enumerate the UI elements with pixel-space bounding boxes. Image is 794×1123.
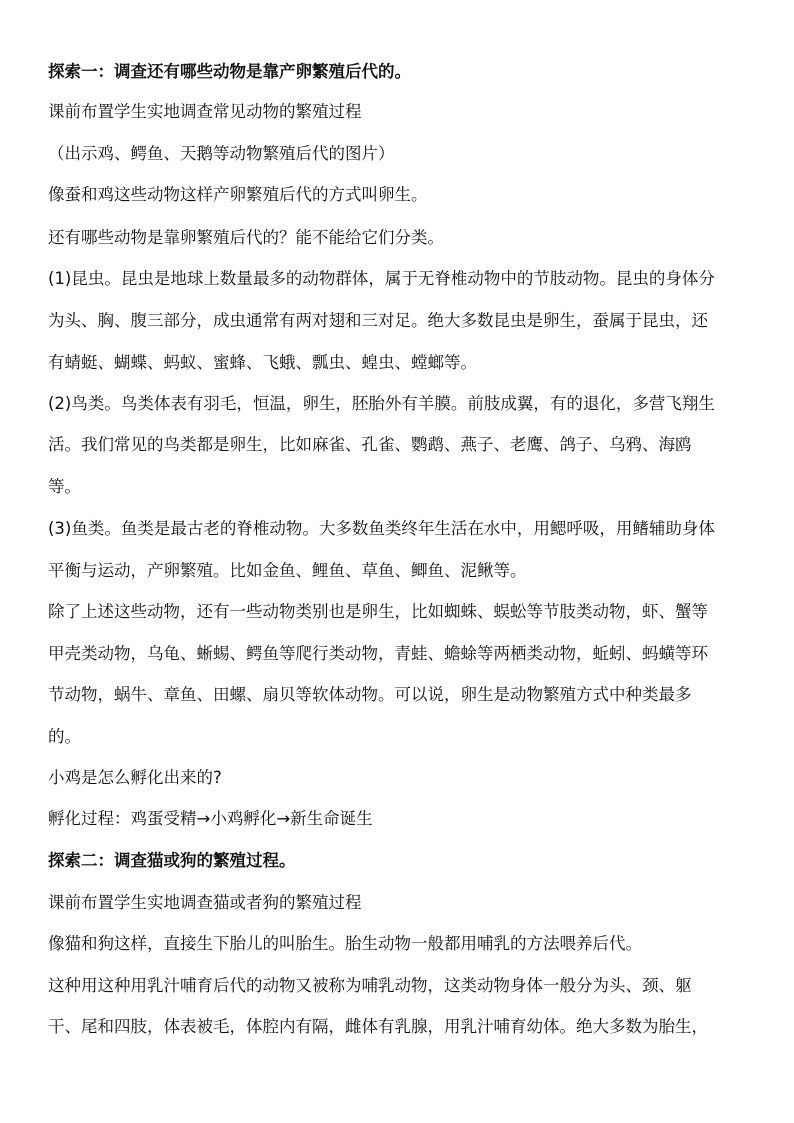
paragraph-line: 课前布置学生实地调查猫或者狗的繁殖过程 [48, 893, 362, 912]
paragraph-line: 甲壳类动物，乌龟、蜥蜴、鳄鱼等爬行类动物，青蛙、蟾蜍等两栖类动物，蚯蚓、蚂蟥等环 [48, 644, 708, 663]
paragraph-line: (1)昆虫。昆虫是地球上数量最多的动物群体，属于无脊椎动物中的节肢动物。昆虫的身体分 [48, 269, 715, 288]
paragraph-line: 等。 [48, 477, 81, 496]
paragraph-line: 为头、胸、腹三部分，成虫通常有两对翅和三对足。绝大多数昆虫是卵生，蚕属于昆虫，还 [48, 311, 708, 330]
paragraph-line: 有蜻蜓、蝴蝶、蚂蚁、蜜蜂、飞蛾、瓢虫、蝗虫、螳螂等。 [48, 353, 477, 372]
section1-heading: 探索一：调查还有哪些动物是靠产卵繁殖后代的。 [48, 62, 411, 81]
paragraph-line: 像猫和狗这样，直接生下胎儿的叫胎生。胎生动物一般都用哺乳的方法喂养后代。 [48, 934, 642, 953]
paragraph-line: 这种用这种用乳汁哺育后代的动物又被称为哺乳动物，这类动物身体一般分为头、颈、躯 [48, 976, 692, 995]
paragraph-line: 小鸡是怎么孵化出来的? [48, 768, 222, 787]
section2-heading: 探索二：调查猫或狗的繁殖过程。 [48, 851, 296, 870]
paragraph-line: 节动物，蜗牛、章鱼、田螺、扇贝等软体动物。可以说，卵生是动物繁殖方式中种类最多 [48, 685, 692, 704]
paragraph-line: 平衡与运动，产卵繁殖。比如金鱼、鲤鱼、草鱼、鲫鱼、泥鳅等。 [48, 561, 527, 580]
paragraph-line: 干、尾和四肢，体表被毛，体腔内有隔，雌体有乳腺，用乳汁哺育幼体。绝大多数为胎生， [48, 1017, 708, 1036]
paragraph-line: (2)鸟类。鸟类体表有羽毛，恒温，卵生，胚胎外有羊膜。前肢成翼，有的退化，多营飞翔生 [48, 394, 715, 413]
paragraph-line: （出示鸡、鳄鱼、天鹅等动物繁殖后代的图片） [48, 144, 395, 163]
paragraph-line: 孵化过程：鸡蛋受精→小鸡孵化→新生命诞生 [48, 809, 373, 828]
paragraph-line: 课前布置学生实地调查常见动物的繁殖过程 [48, 102, 362, 121]
paragraph-line: 像蚕和鸡这些动物这样产卵繁殖后代的方式叫卵生。 [48, 185, 428, 204]
paragraph-line: 还有哪些动物是靠卵繁殖后代的？能不能给它们分类。 [48, 228, 444, 247]
paragraph-line: 活。我们常见的鸟类都是卵生，比如麻雀、孔雀、鹦鹉、燕子、老鹰、鸽子、乌鸦、海鸥 [48, 435, 692, 454]
paragraph-line: 的。 [48, 727, 81, 746]
paragraph-line: 除了上述这些动物，还有一些动物类别也是卵生，比如蜘蛛、蜈蚣等节肢类动物，虾、蟹等 [48, 602, 708, 621]
paragraph-line: (3)鱼类。鱼类是最古老的脊椎动物。大多数鱼类终年生活在水中，用鳃呼吸，用鳍辅助身体 [48, 519, 715, 538]
